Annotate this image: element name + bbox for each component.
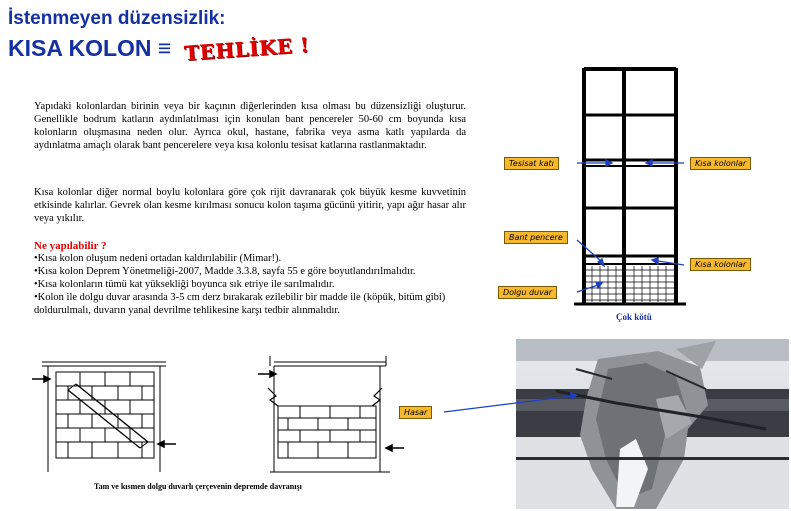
page-title [8, 32, 310, 66]
todo-item: •Kısa kolon oluşum nedeni ortadan kaldırılabilir (Mimar!). [34, 253, 282, 264]
infill-diagram [30, 352, 410, 482]
label-tesisat: Tesisat katı [504, 157, 559, 170]
todo-section [34, 240, 474, 317]
label-bant-pencere: Bant pencere [504, 231, 568, 244]
frame-caption: Çok kötü [616, 312, 652, 322]
paragraph-2: Kısa kolonlar diğer normal boylu kolonlara göre çok rijit davranarak çok büyük kesme kuvvetinin etkisinde kalırlar. Gevrek olan kesme kırılması sonucu kolon taşıma gücünü yitirir, yapı ağır hasar alır veya yıkılır. [34, 187, 466, 224]
todo-item: •Kısa kolon Deprem Yönetmeliği-2007, Madde 3.3.8, sayfa 55 e göre boyutlandırılmalıdır. [34, 266, 416, 277]
danger-word: TEHLİKE ! [183, 32, 310, 66]
infill-caption: Tam ve kısmen dolgu duvarlı çerçevenin depremde davranışı [94, 482, 302, 491]
label-kisa-kolon-top: Kısa kolonlar [690, 157, 751, 170]
hasar-pointer [440, 390, 580, 420]
todo-item: •Kolon ile dolgu duvar arasında 3-5 cm derz bırakarak ezilebilir bir madde ile (köpük, bitüm gibi) doldurulmalı, duvarın yanal devrilme tehlikesine karşı tedbir alınmalıdır. [34, 292, 446, 316]
page-title-text: KISA KOLON ≡ [8, 35, 172, 61]
todo-title: Ne yapılabilir ? [34, 240, 107, 252]
label-hasar: Hasar [399, 406, 432, 419]
label-kisa-kolon-bottom: Kısa kolonlar [690, 258, 751, 271]
paragraph-1: Yapıdaki kolonlardan birinin veya bir kaçının diğerlerinden kısa olması bu düzensizliği oluşturur. Genellikle bodrum katların aydınlatılması için konulan bant pencereler 50-60 cm boyunda kısa kolonların oluşmasına neden olur. Ayrıca okul, hastane, fabrika veya asma katlı yapılarda da aydınlatma amaçlı olarak bant pencerelere veya kısa kolonlu tesisat katlarına rastlanmaktadır. [34, 101, 466, 151]
label-dolgu-duvar: Dolgu duvar [498, 286, 557, 299]
page-subtitle: İstenmeyen düzensizlik: [8, 8, 226, 29]
damage-photo [516, 339, 789, 509]
todo-list [34, 252, 474, 317]
heading [8, 8, 310, 66]
todo-item: •Kısa kolonların tümü kat yüksekliği boyunca sık etriye ile sarılmalıdır. [34, 279, 335, 290]
damage-photo-image [516, 339, 789, 509]
